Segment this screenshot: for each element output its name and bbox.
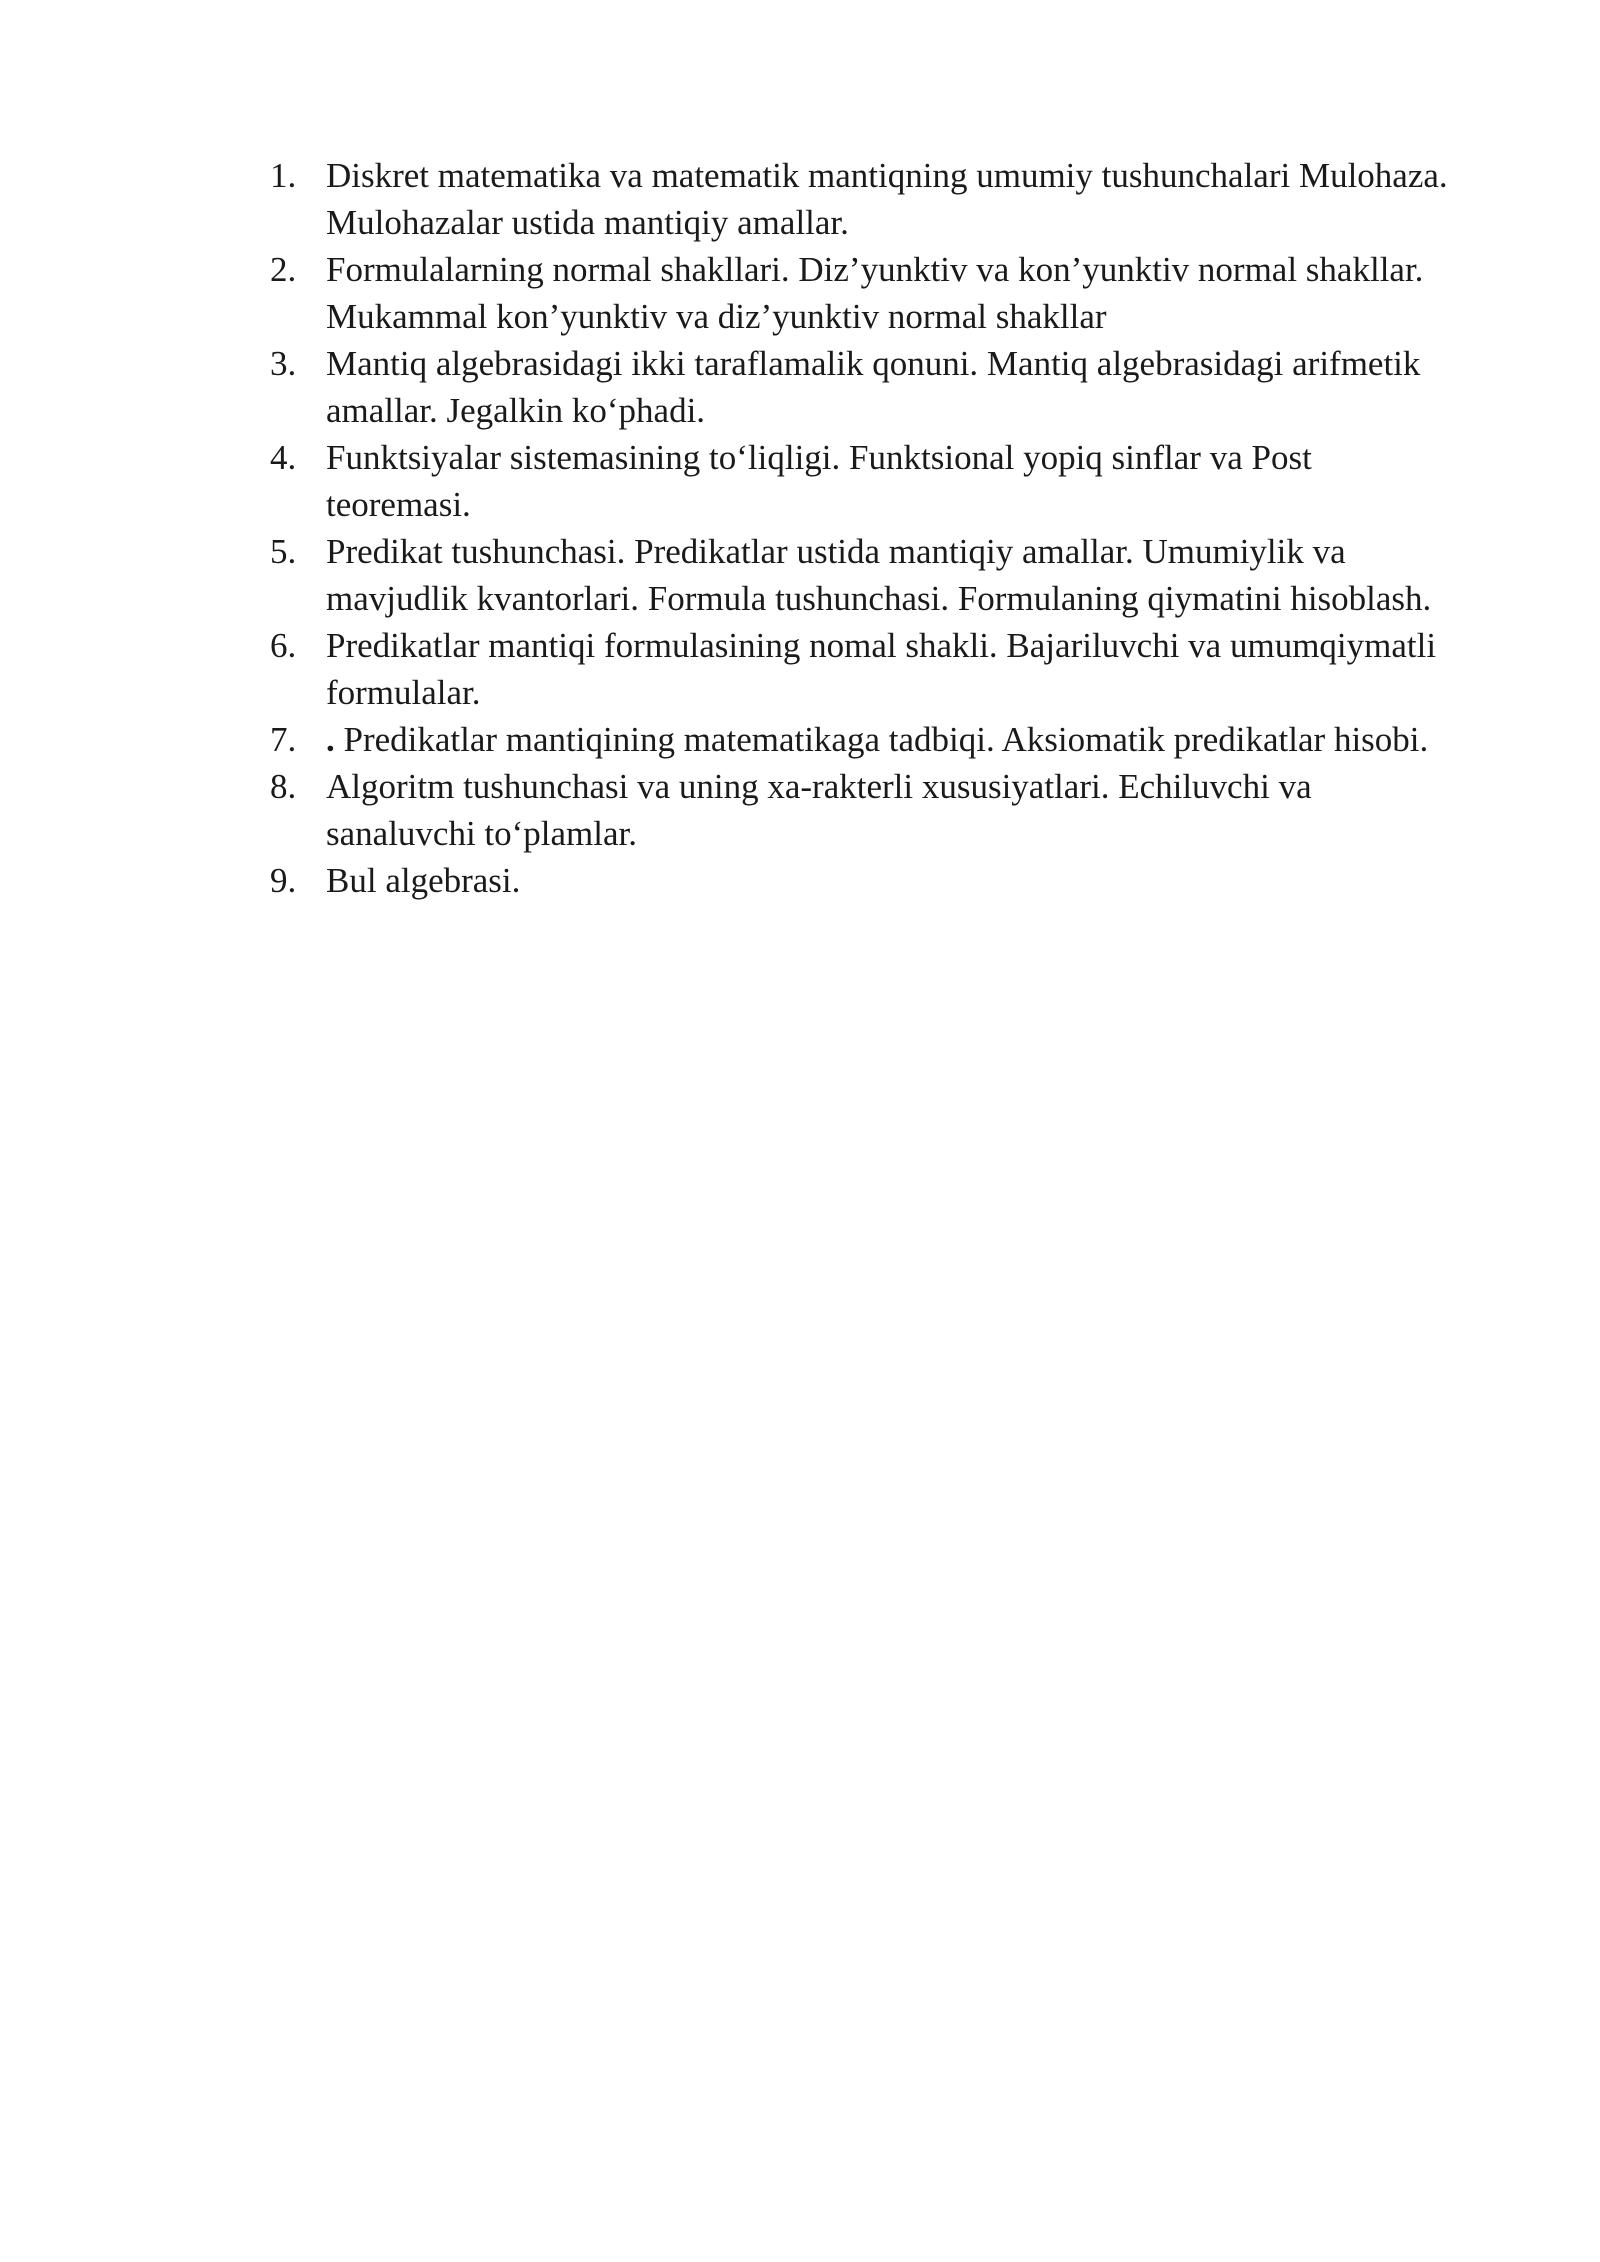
list-item-text: Algoritm tushunchasi va uning xa-rakterli xususiyatlari. Echiluvchi va sanaluvchi to‘plamlar. [326, 767, 1312, 853]
list-item-number: 2. [270, 250, 297, 289]
list-item-text-wrapper [326, 716, 1460, 763]
list-item-number: 8. [270, 767, 297, 806]
list-item-number: 5. [270, 532, 297, 571]
list-item-text: Predikatlar mantiqining matematikaga tadbiqi. Aksiomatik predikatlar hisobi. [334, 720, 1429, 759]
list-item-text: Formulalarning normal shakllari. Diz’yunktiv va kon’yunktiv normal shakllar. Mukammal kon’yunktiv va diz’yunktiv normal shakllar [326, 250, 1424, 336]
list-item [270, 528, 1460, 622]
list-item [270, 246, 1460, 340]
list-item-number: 1. [270, 156, 297, 195]
list-item-text: Diskret matematika va matematik mantiqning umumiy tushunchalari Mulohaza. Mulohazalar ustida mantiqiy amallar. [326, 156, 1448, 242]
list-item-number: 3. [270, 344, 297, 383]
topic-list [270, 152, 1460, 904]
list-item [270, 857, 1460, 904]
list-item [270, 763, 1460, 857]
list-item-number: 6. [270, 626, 297, 665]
list-item-number: 9. [270, 861, 297, 900]
list-item-lead-dot: . [326, 720, 335, 759]
list-item [270, 152, 1460, 246]
list-item [270, 434, 1460, 528]
list-item-text: Predikatlar mantiqi formulasining nomal shakli. Bajariluvchi va umumqiymatli formulalar. [326, 626, 1437, 712]
list-item [270, 622, 1460, 716]
list-item-text: Bul algebrasi. [326, 861, 521, 900]
list-item-number: 4. [270, 438, 297, 477]
list-item-text: Mantiq algebrasidagi ikki taraflamalik qonuni. Mantiq algebrasidagi arifmetik amallar. Jegalkin ko‘phadi. [326, 344, 1421, 430]
list-item [270, 340, 1460, 434]
list-item [270, 716, 1460, 763]
list-item-text: Funktsiyalar sistemasining to‘liqligi. Funktsional yopiq sinflar va Post teoremasi. [326, 438, 1312, 524]
list-item-number: 7. [270, 720, 297, 759]
list-item-text: Predikat tushunchasi. Predikatlar ustida mantiqiy amallar. Umumiylik va mavjudlik kvantorlari. Formula tushunchasi. Formulaning qiymatini hisoblash. [326, 532, 1432, 618]
